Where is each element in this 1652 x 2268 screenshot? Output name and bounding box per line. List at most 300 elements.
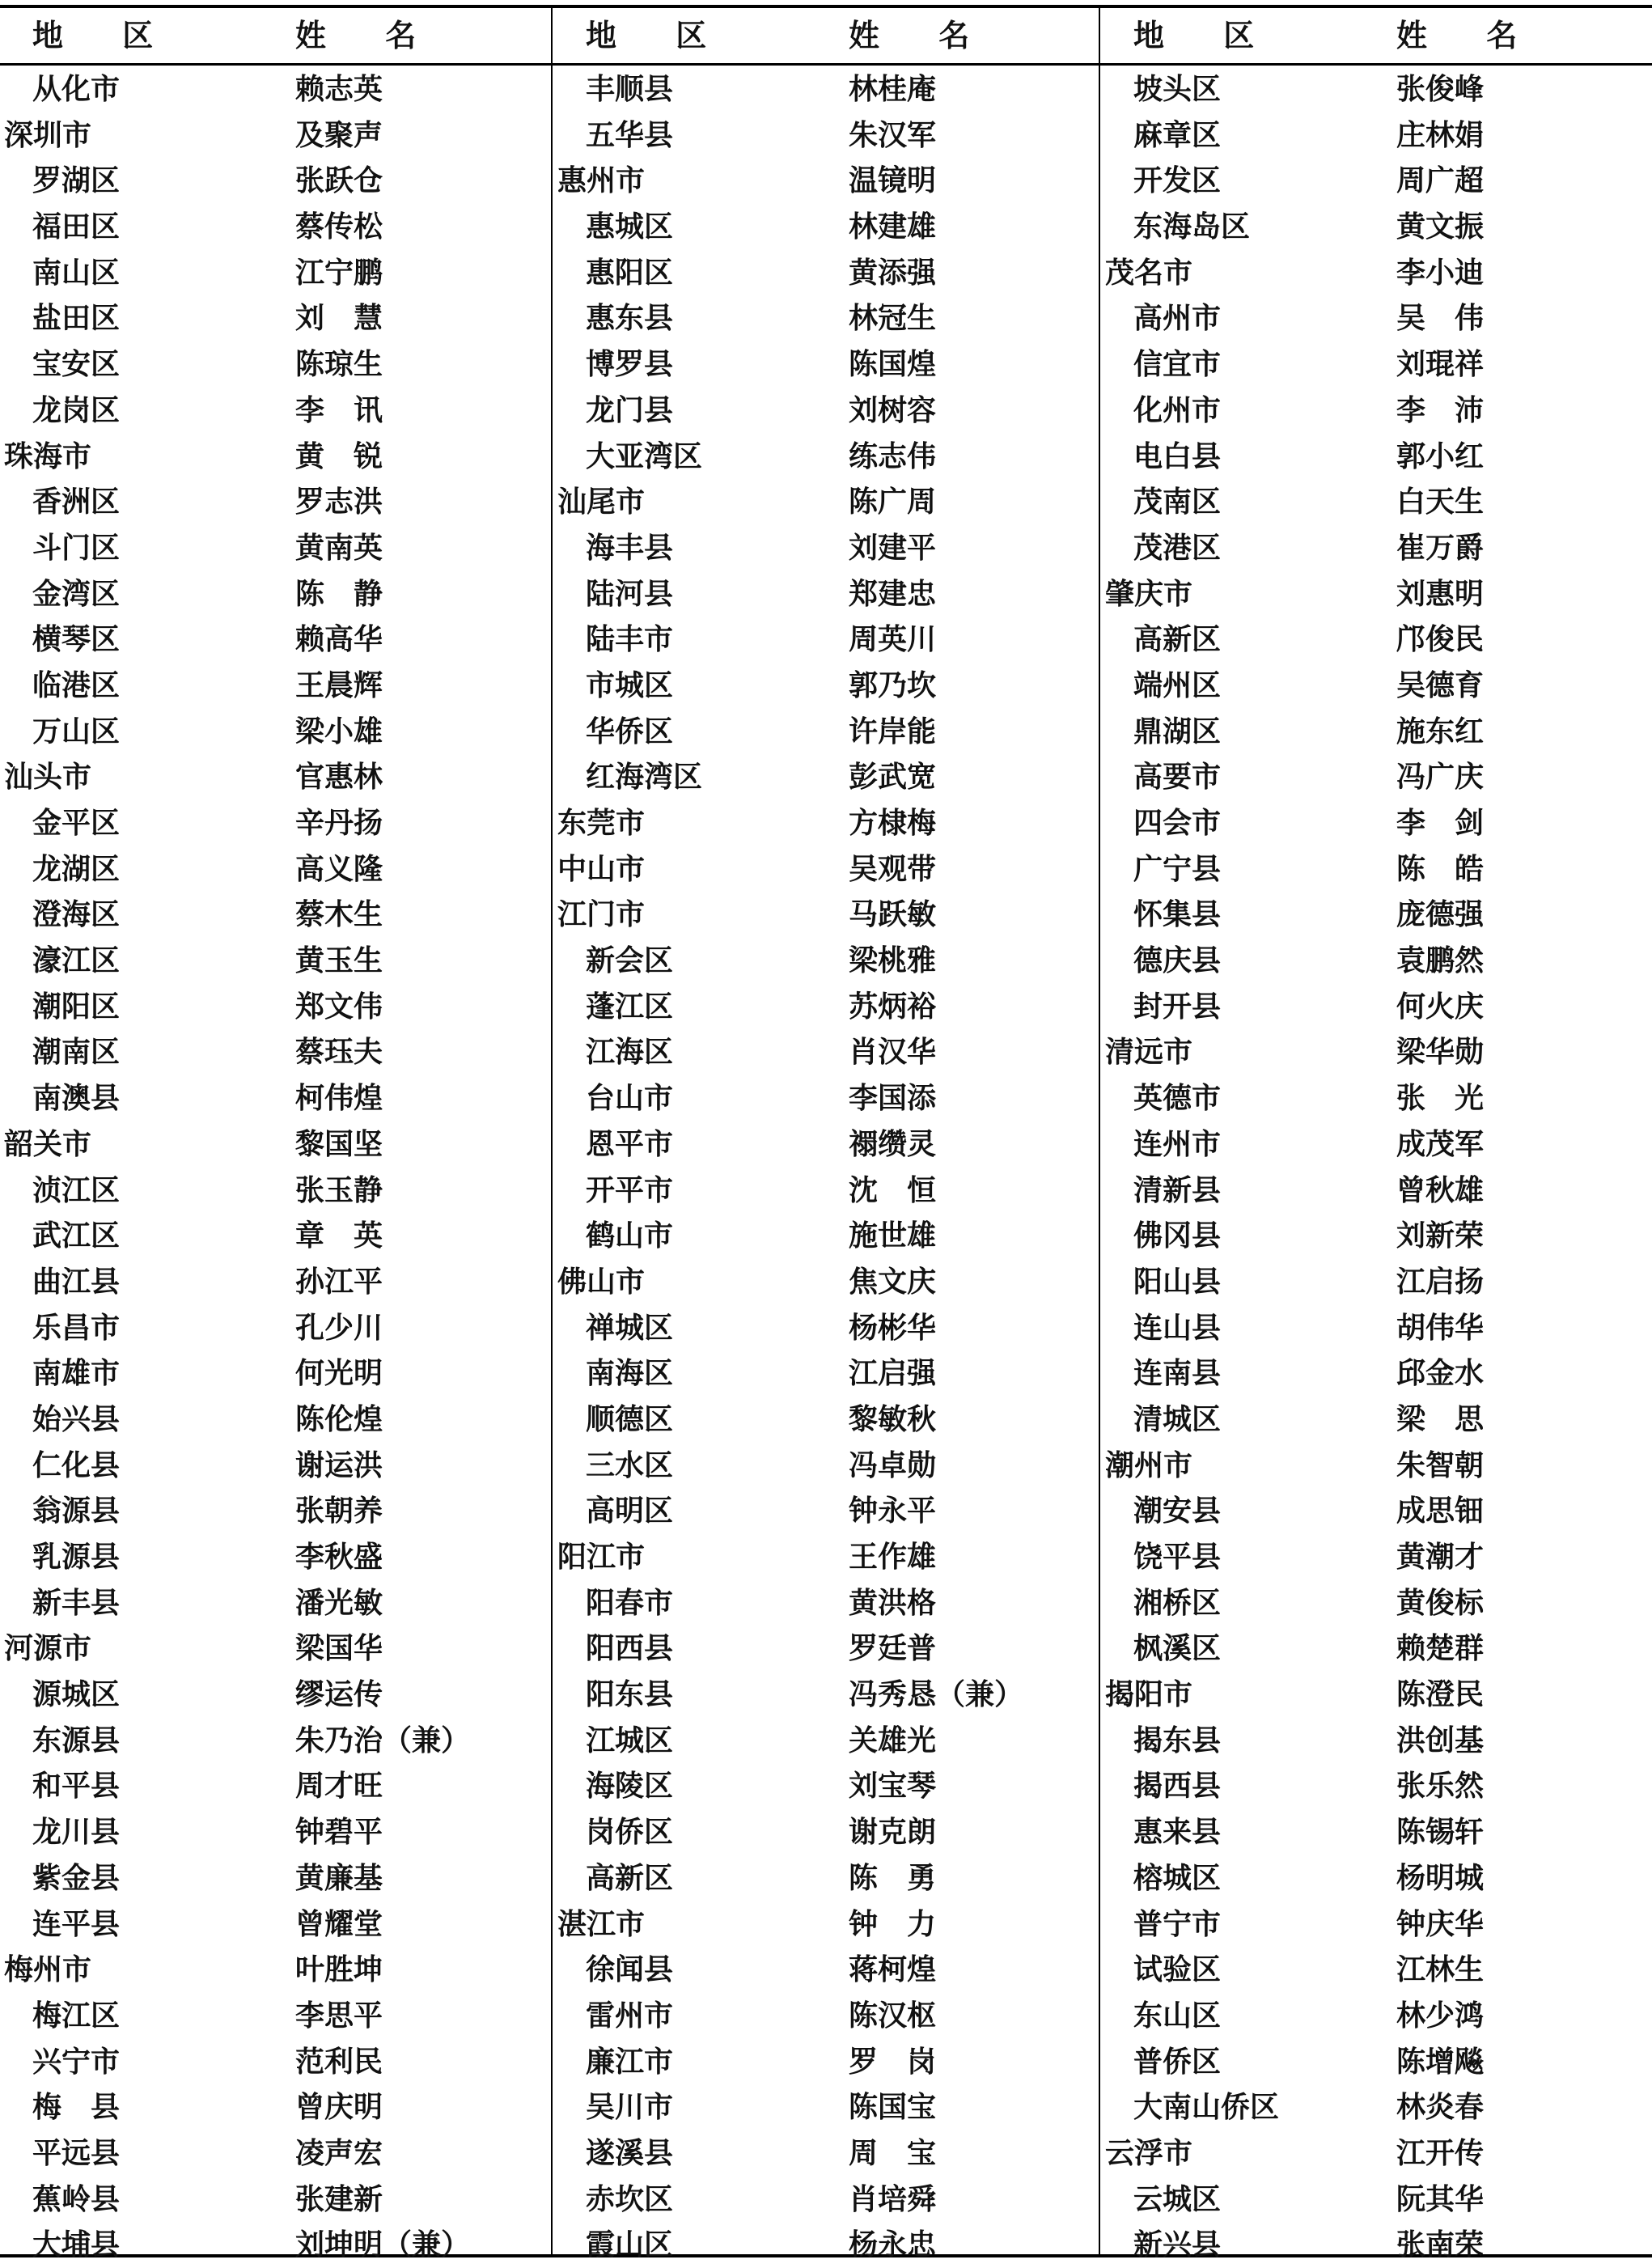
region-cell: 乐昌市 (32, 1310, 121, 1345)
table-row (1101, 709, 1648, 755)
table-row (1101, 2084, 1648, 2130)
table-row (1101, 341, 1648, 388)
name-cell: 吴 伟 (1396, 301, 1485, 336)
region-cell: 肇庆市 (1105, 576, 1193, 611)
region-cell: 坡头区 (1133, 72, 1222, 106)
region-cell: 赤坎区 (586, 2181, 674, 2216)
name-header: 姓 名 (849, 17, 994, 53)
name-cell: 林少鸿 (1396, 1998, 1485, 2033)
name-cell: 成思钿 (1396, 1494, 1485, 1528)
region-cell: 化州市 (1133, 392, 1222, 427)
table-column (553, 0, 1100, 2263)
name-cell: 官惠林 (295, 760, 383, 795)
table-row (1101, 295, 1648, 341)
name-cell: 陈 静 (295, 576, 383, 611)
region-cell: 茂港区 (1133, 530, 1222, 565)
name-cell: 何光明 (295, 1356, 383, 1391)
name-cell: 陈锡轩 (1396, 1815, 1485, 1850)
region-cell: 海丰县 (586, 530, 674, 565)
table-row (553, 434, 1100, 480)
table-column (1101, 0, 1648, 2263)
name-cell: 黄 锐 (295, 439, 383, 473)
table-row (1101, 2222, 1648, 2268)
region-header: 地 区 (586, 17, 731, 53)
name-cell: 孙江平 (295, 1264, 383, 1299)
region-cell: 仁化县 (32, 1448, 121, 1482)
region-cell: 徐闻县 (586, 1952, 674, 1987)
region-cell: 高明区 (586, 1494, 674, 1528)
region-cell: 从化市 (32, 72, 121, 106)
name-header: 姓 名 (295, 17, 441, 53)
name-cell: 孔少川 (295, 1310, 383, 1345)
region-cell: 广宁县 (1133, 851, 1222, 886)
region-cell: 濠江区 (32, 943, 121, 978)
table-row (553, 1121, 1100, 1168)
region-cell: 阳江市 (557, 1540, 646, 1574)
name-cell: 肖汉华 (849, 1035, 937, 1070)
region-cell: 华侨区 (586, 714, 674, 748)
name-cell: 刘琨祥 (1396, 347, 1485, 382)
region-cell: 南澳县 (32, 1081, 121, 1116)
table-row (0, 1350, 547, 1397)
region-cell: 连山县 (1133, 1310, 1222, 1345)
name-cell: 刘 慧 (295, 301, 383, 336)
table-row (1101, 846, 1648, 892)
name-cell: 张建新 (295, 2181, 383, 2216)
name-cell: 章 英 (295, 1219, 383, 1253)
name-cell: 柯伟煌 (295, 1081, 383, 1116)
region-cell: 市城区 (586, 668, 674, 702)
table-row (1101, 250, 1648, 296)
region-cell: 珠海市 (4, 439, 92, 473)
name-cell: 冯广庆 (1396, 760, 1485, 795)
table-row (1101, 1855, 1648, 1901)
table-row (553, 388, 1100, 434)
region-cell: 惠城区 (586, 210, 674, 244)
region-cell: 试验区 (1133, 1952, 1222, 1987)
table-row (553, 2039, 1100, 2085)
table-row (0, 1672, 547, 1718)
region-cell: 清城区 (1133, 1401, 1222, 1436)
name-cell: 赖志英 (295, 72, 383, 106)
region-header: 地 区 (32, 17, 178, 53)
table-row (0, 1993, 547, 2039)
region-cell: 禅城区 (586, 1310, 674, 1345)
region-cell: 曲江县 (32, 1264, 121, 1299)
table-row (553, 754, 1100, 800)
table-row (553, 1168, 1100, 1214)
table-row (553, 1029, 1100, 1075)
region-cell: 雷州市 (586, 1998, 674, 2033)
region-cell: 潮阳区 (32, 989, 121, 1024)
table-row (553, 1534, 1100, 1580)
table-row (553, 1305, 1100, 1351)
table-row (553, 158, 1100, 204)
name-cell: 崔万爵 (1396, 530, 1485, 565)
name-cell: 许岸能 (849, 714, 937, 748)
region-cell: 饶平县 (1133, 1540, 1222, 1574)
table-row (0, 1259, 547, 1305)
name-cell: 黄潮才 (1396, 1540, 1485, 1574)
name-cell: 朱乃治（兼） (295, 1723, 471, 1757)
region-cell: 端州区 (1133, 668, 1222, 702)
name-cell: 焦文庆 (849, 1264, 937, 1299)
name-cell: 高义隆 (295, 851, 383, 886)
region-cell: 鼎湖区 (1133, 714, 1222, 748)
name-cell: 阮其华 (1396, 2181, 1485, 2216)
name-cell: 钟庆华 (1396, 1906, 1485, 1941)
name-cell: 钟 力 (849, 1906, 937, 1941)
table-row (1101, 1534, 1648, 1580)
name-cell: 肖培舜 (849, 2181, 937, 2216)
region-cell: 蓬江区 (586, 989, 674, 1024)
table-row (0, 341, 547, 388)
region-cell: 红海湾区 (586, 760, 703, 795)
name-cell: 周才旺 (295, 1769, 383, 1804)
table-row (1101, 1029, 1648, 1075)
name-cell: 庄林娟 (1396, 117, 1485, 152)
region-header: 地 区 (1133, 17, 1279, 53)
table-row (553, 846, 1100, 892)
region-cell: 榕城区 (1133, 1860, 1222, 1895)
region-cell: 中山市 (557, 851, 646, 886)
name-cell: 袁鹏然 (1396, 943, 1485, 978)
name-cell: 陈广周 (849, 485, 937, 519)
name-cell: 张朝养 (295, 1494, 383, 1528)
name-cell: 曾秋雄 (1396, 1172, 1485, 1207)
region-cell: 连南县 (1133, 1356, 1222, 1391)
table-row (553, 663, 1100, 709)
table-row (1101, 1947, 1648, 1993)
table-row (0, 1029, 547, 1075)
name-cell: 郭小红 (1396, 439, 1485, 473)
name-cell: 李秋盛 (295, 1540, 383, 1574)
name-cell: 范利民 (295, 2044, 383, 2079)
name-cell: 钟永平 (849, 1494, 937, 1528)
table-row (553, 1809, 1100, 1855)
name-cell: 周广超 (1396, 163, 1485, 198)
table-row (0, 2130, 547, 2177)
region-cell: 南山区 (32, 255, 121, 290)
table-row (1101, 984, 1648, 1030)
table-row (553, 1213, 1100, 1259)
table-row (0, 158, 547, 204)
name-cell: 梁 思 (1396, 1401, 1485, 1436)
table-row (553, 1672, 1100, 1718)
table-row (553, 1901, 1100, 1948)
table-row (0, 617, 547, 663)
table-row (553, 295, 1100, 341)
table-row (1101, 1168, 1648, 1214)
table-row (1101, 1672, 1648, 1718)
table-row (0, 1763, 547, 1809)
name-cell: 刘新荣 (1396, 1219, 1485, 1253)
name-cell: 刘树容 (849, 392, 937, 427)
region-cell: 香洲区 (32, 485, 121, 519)
table-row (0, 388, 547, 434)
name-cell: 刘宝琴 (849, 1769, 937, 1804)
name-header: 姓 名 (1396, 17, 1542, 53)
table-row (0, 892, 547, 938)
name-cell: 成茂军 (1396, 1126, 1485, 1161)
region-cell: 信宜市 (1133, 347, 1222, 382)
region-cell: 汕尾市 (557, 485, 646, 519)
name-cell: 及聚声 (295, 117, 383, 152)
name-cell: 吴德育 (1396, 668, 1485, 702)
table-row (1101, 1718, 1648, 1764)
name-cell: 张玉静 (295, 1172, 383, 1207)
table-row (553, 2177, 1100, 2223)
table-row (0, 709, 547, 755)
region-cell: 惠州市 (557, 163, 646, 198)
region-cell: 蕉岭县 (32, 2181, 121, 2216)
region-cell: 云浮市 (1105, 2135, 1193, 2170)
name-cell: 张俊峰 (1396, 72, 1485, 106)
region-cell: 大南山侨区 (1133, 2090, 1280, 2125)
table-row (0, 1947, 547, 1993)
name-cell: 李 沛 (1396, 392, 1485, 427)
name-cell: 施东红 (1396, 714, 1485, 748)
name-cell: 冯卓勋 (849, 1448, 937, 1482)
region-cell: 新兴县 (1133, 2228, 1222, 2262)
region-cell: 澄海区 (32, 897, 121, 932)
table-row (1101, 1580, 1648, 1626)
table-row (1101, 1213, 1648, 1259)
region-cell: 霞山区 (586, 2228, 674, 2262)
region-cell: 遂溪县 (586, 2135, 674, 2170)
table-row (553, 525, 1100, 571)
table-row (1101, 617, 1648, 663)
region-cell: 大埔县 (32, 2228, 121, 2262)
table-row (1101, 479, 1648, 525)
name-cell: 黄廉基 (295, 1860, 383, 1895)
name-cell: 杨彬华 (849, 1310, 937, 1345)
table-row (1101, 938, 1648, 984)
table-row (553, 112, 1100, 159)
table-row (553, 1397, 1100, 1443)
name-cell: 王作雄 (849, 1540, 937, 1574)
name-cell: 缪运传 (295, 1677, 383, 1712)
table-row (0, 800, 547, 846)
region-cell: 深圳市 (4, 117, 92, 152)
name-cell: 陈 皓 (1396, 851, 1485, 886)
table-row (1101, 1397, 1648, 1443)
name-cell: 杨明城 (1396, 1860, 1485, 1895)
table-row (553, 1075, 1100, 1121)
name-cell: 陈澄民 (1396, 1677, 1485, 1712)
table-row (1101, 1488, 1648, 1534)
region-cell: 兴宁市 (32, 2044, 121, 2079)
name-cell: 李小迪 (1396, 255, 1485, 290)
name-cell: 李 讯 (295, 392, 383, 427)
table-row (1101, 1809, 1648, 1855)
region-cell: 连州市 (1133, 1126, 1222, 1161)
name-cell: 杨永忠 (849, 2228, 937, 2262)
name-cell: 王晨辉 (295, 668, 383, 702)
region-cell: 麻章区 (1133, 117, 1222, 152)
region-cell: 翁源县 (32, 1494, 121, 1528)
table-row (1101, 1305, 1648, 1351)
name-cell: 梁桃雅 (849, 943, 937, 978)
table-row (1101, 663, 1648, 709)
table-row (553, 250, 1100, 296)
name-cell: 沈 恒 (849, 1172, 937, 1207)
region-cell: 博罗县 (586, 347, 674, 382)
name-cell: 蔡木生 (295, 897, 383, 932)
name-cell: 黄南英 (295, 530, 383, 565)
table-row (553, 1993, 1100, 2039)
region-cell: 横琴区 (32, 622, 121, 657)
region-cell: 东海岛区 (1133, 210, 1251, 244)
region-cell: 阳春市 (586, 1585, 674, 1620)
name-cell: 谢克朗 (849, 1815, 937, 1850)
name-cell: 黄玉生 (295, 943, 383, 978)
name-cell: 梁华勋 (1396, 1035, 1485, 1070)
table-row (0, 1580, 547, 1626)
table-row (553, 617, 1100, 663)
name-cell: 刘坤明（兼） (295, 2228, 471, 2262)
table-row (0, 1121, 547, 1168)
table-row (1101, 1259, 1648, 1305)
region-cell: 惠阳区 (586, 255, 674, 290)
table-row (553, 204, 1100, 250)
name-cell: 温镜明 (849, 163, 937, 198)
region-cell: 临港区 (32, 668, 121, 702)
table-row (1101, 2039, 1648, 2085)
region-cell: 普侨区 (1133, 2044, 1222, 2079)
table-row (1101, 1763, 1648, 1809)
region-cell: 四会市 (1133, 806, 1222, 840)
region-cell: 大亚湾区 (586, 439, 703, 473)
name-cell: 陈琼生 (295, 347, 383, 382)
region-cell: 揭东县 (1133, 1723, 1222, 1757)
table-row (0, 295, 547, 341)
name-cell: 辛丹扬 (295, 806, 383, 840)
name-cell: 江开传 (1396, 2135, 1485, 2170)
table-row (1101, 892, 1648, 938)
table-row (0, 1855, 547, 1901)
name-cell: 庞德强 (1396, 897, 1485, 932)
region-cell: 茂南区 (1133, 485, 1222, 519)
name-cell: 李国添 (849, 1081, 937, 1116)
name-cell: 陈 勇 (849, 1860, 937, 1895)
name-cell: 陈汉枢 (849, 1998, 937, 2033)
name-cell: 黄添强 (849, 255, 937, 290)
table-row (0, 1718, 547, 1764)
region-cell: 高要市 (1133, 760, 1222, 795)
region-cell: 揭阳市 (1105, 1677, 1193, 1712)
table-row (0, 1488, 547, 1534)
name-cell: 罗廷普 (849, 1631, 937, 1666)
name-cell: 练志伟 (849, 439, 937, 473)
region-cell: 湛江市 (557, 1906, 646, 1941)
name-cell: 赖楚群 (1396, 1631, 1485, 1666)
region-cell: 枫溪区 (1133, 1631, 1222, 1666)
name-cell: 邝俊民 (1396, 622, 1485, 657)
region-cell: 五华县 (586, 117, 674, 152)
region-cell: 龙门县 (586, 392, 674, 427)
table-row (0, 112, 547, 159)
table-row (1101, 204, 1648, 250)
name-cell: 罗 岗 (849, 2044, 937, 2079)
region-cell: 德庆县 (1133, 943, 1222, 978)
table-row (553, 66, 1100, 112)
region-cell: 揭西县 (1133, 1769, 1222, 1804)
name-cell: 梁小雄 (295, 714, 383, 748)
name-cell: 江林生 (1396, 1952, 1485, 1987)
region-cell: 和平县 (32, 1769, 121, 1804)
region-cell: 梅江区 (32, 1998, 121, 2033)
region-cell: 东山区 (1133, 1998, 1222, 2033)
name-cell: 洪创基 (1396, 1723, 1485, 1757)
table-row (553, 1350, 1100, 1397)
table-row (0, 1168, 547, 1214)
name-cell: 陈增飚 (1396, 2044, 1485, 2079)
name-cell: 方棣梅 (849, 806, 937, 840)
name-cell: 黄文振 (1396, 210, 1485, 244)
region-cell: 恩平市 (586, 1126, 674, 1161)
name-cell: 胡伟华 (1396, 1310, 1485, 1345)
region-cell: 乳源县 (32, 1540, 121, 1574)
region-cell: 南海区 (586, 1356, 674, 1391)
region-cell: 惠来县 (1133, 1815, 1222, 1850)
table-row (553, 1947, 1100, 1993)
name-cell: 江启扬 (1396, 1264, 1485, 1299)
region-cell: 高新区 (1133, 622, 1222, 657)
table-row (0, 1305, 547, 1351)
table-row (1101, 2130, 1648, 2177)
row-list (0, 66, 547, 2268)
region-cell: 清新县 (1133, 1172, 1222, 1207)
name-cell: 罗志洪 (295, 485, 383, 519)
table-row (0, 1443, 547, 1489)
name-cell: 陈国宝 (849, 2090, 937, 2125)
region-cell: 新会区 (586, 943, 674, 978)
region-cell: 罗湖区 (32, 163, 121, 198)
region-cell: 云城区 (1133, 2181, 1222, 2216)
region-cell: 阳西县 (586, 1631, 674, 1666)
table-row (0, 663, 547, 709)
region-cell: 江海区 (586, 1035, 674, 1070)
name-cell: 江启强 (849, 1356, 937, 1391)
region-cell: 梅 县 (32, 2090, 121, 2125)
table-row (0, 1075, 547, 1121)
name-cell: 黎国坚 (295, 1126, 383, 1161)
table-row (0, 434, 547, 480)
name-cell: 周英川 (849, 622, 937, 657)
name-cell: 李思平 (295, 1998, 383, 2033)
name-cell: 朱智朝 (1396, 1448, 1485, 1482)
table-row (553, 800, 1100, 846)
table-row (1101, 2177, 1648, 2223)
table-row (553, 571, 1100, 617)
region-cell: 三水区 (586, 1448, 674, 1482)
table-row (0, 984, 547, 1030)
name-cell: 苏炳裕 (849, 989, 937, 1024)
table-row (0, 1534, 547, 1580)
table-row (0, 938, 547, 984)
region-cell: 开发区 (1133, 163, 1222, 198)
name-cell: 李 剑 (1396, 806, 1485, 840)
name-cell: 钟碧平 (295, 1815, 383, 1850)
region-cell: 紫金县 (32, 1860, 121, 1895)
region-cell: 龙川县 (32, 1815, 121, 1850)
region-cell: 斗门区 (32, 530, 121, 565)
name-cell: 关雄光 (849, 1723, 937, 1757)
table-row (0, 525, 547, 571)
region-cell: 惠东县 (586, 301, 674, 336)
region-cell: 电白县 (1133, 439, 1222, 473)
